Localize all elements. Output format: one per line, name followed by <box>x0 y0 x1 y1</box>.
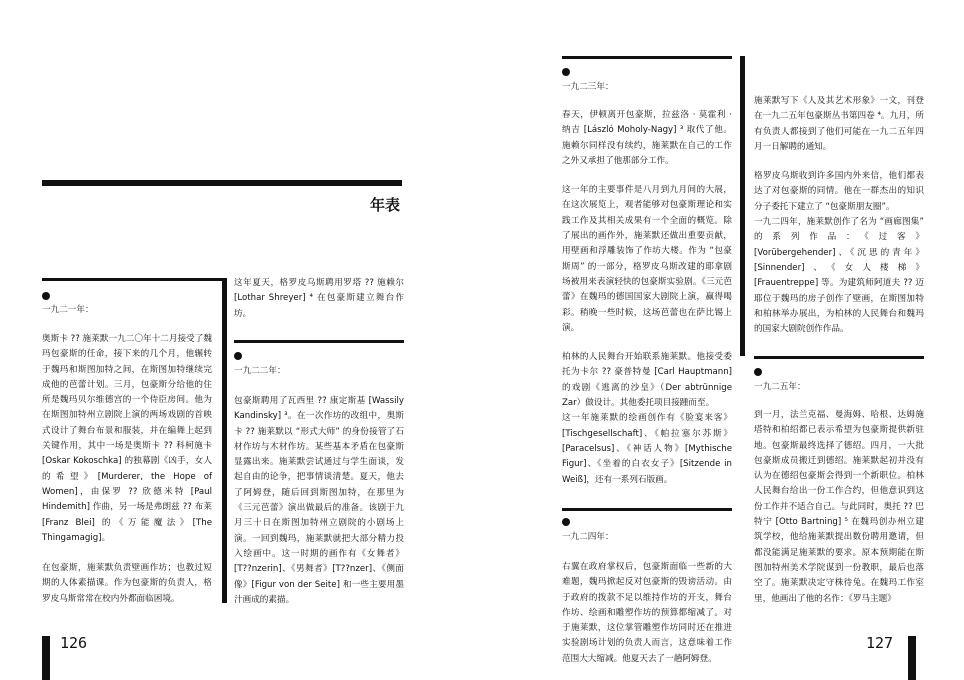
page-number-rule <box>908 636 916 680</box>
title-rule <box>42 180 402 186</box>
page-number: 127 <box>866 634 894 652</box>
paragraph: 一九二四年，施莱默创作了名为 “画廊图集” 的系列作品：《过客》[Vorübergehender]、《沉思的青年》[Sinnender]、《女人楼梯》[Frauentreppe] 等。为建筑师阿道夫 ?? 迈耶位于魏玛的房子创作了壁画，在斯图加特和柏林举办展出，为柏林的人民舞台和魏玛的国家大剧院创作作品。 <box>754 217 924 335</box>
page-title: 年表 <box>370 196 401 214</box>
section-bullet-1921 <box>42 292 50 300</box>
page-number-rule <box>42 636 50 680</box>
year-label-1925: 一九二五年： <box>754 382 806 392</box>
section-rule <box>562 56 732 59</box>
paragraph: 在包豪斯，施莱默负责壁画作坊；也教过短期的人体素描课。作为包豪斯的负责人，格罗皮乌斯常常在校内外都面临困境。 <box>42 563 212 604</box>
section-bullet-1922 <box>234 352 242 360</box>
right-column-1-bottom <box>562 560 732 667</box>
paragraph: 施莱默写下《人及其艺术形象》一文，刊登在一九二五年包豪斯丛书第四卷 ⁴。九月，所有负责人都接到了他们可能在一九二五年四月一日解聘的通知。 <box>754 96 924 152</box>
paragraph: 包豪斯聘用了瓦西里 ?? 康定斯基 [Wassily Kandinsky] ³。在一次作坊的改组中，奥斯卡 ?? 施莱默以 “形式大师” 的身份接管了石材作坊与木材作坊。某些基本矛盾在包豪斯显露出来。施莱默尝试通过与学生面谈，发起自由的论争，把事情谈清楚。夏天，他去了阿姆登，随后回到斯图加特，在那里为《三元芭蕾》演出做最后的准备。该剧于九月三十日在斯图加特州立剧院的小剧场上演。一回到魏玛，施莱默就把大部分精力投入绘画中。这一时期的画作有《女舞者》[T??nzerin]、《男舞者》[T??nzer]、《侧面像》[Figur von der Seite] 和一些主要用墨汁画成的素描。 <box>234 396 404 605</box>
paragraph: 这一年施莱默的绘画创作有《脸宴来客》[Tischgesellschaft]、《帕拉塞尔苏斯》[Paracelsus]、《神话人物》[Mythische Figur]、《坐着的白衣女子》[Sitzende in Weiß]，还有一系列石版画。 <box>562 413 732 485</box>
section-rule <box>754 356 924 359</box>
year-label-1921: 一九二一年： <box>42 305 94 315</box>
section-rule <box>234 340 404 343</box>
column-rule <box>222 278 227 603</box>
right-column-2-top <box>754 94 924 337</box>
left-column-2-top <box>234 276 404 322</box>
paragraph: 右翼在政府掌权后，包豪斯面临一些新的大难题，魏玛掀起反对包豪斯的毁谤活动。由于政府的拨款不足以维持作坊的开支，舞台作坊、绘画和雕塑作坊的预算都缩减了。对于施莱默，这位掌管雕塑作坊同时还在推进实验剧场计划的负责人而言，这意味着工作范围大大缩减。他夏天去了一趟阿姆登。 <box>562 562 732 664</box>
paragraph: 奥斯卡 ?? 施莱默一九二〇年十二月接受了魏玛包豪斯的任命，接下来的几个月，他辗转于魏玛和斯图加特之间，在斯图加特继续完成他的芭蕾计划。三月，包豪斯分给他的住所是魏玛贝尔维德宫的一个侍臣房间。他为在斯图加特州立剧院上演的两场戏剧的首映式设计了舞台布景和服装，并在编舞上起到关键作用，其中一场是奥斯卡 ?? 科柯施卡 [Oskar Kokoschka] 的独幕剧《凶手，女人的希望》[Murderer, the Hope of Women]，由保罗 ?? 欣德米特 [Paul Hindemith] 作曲，另一场是弗朗兹 ?? 布莱 [Franz Blei] 的《万能魔法》[The Thingamagig]。 <box>42 334 212 543</box>
year-label-1923: 一九二三年： <box>562 82 614 92</box>
left-column-1 <box>42 332 212 607</box>
section-rule <box>562 508 732 511</box>
paragraph: 到一月，法兰克福、曼海姆、哈根、达姆施塔特和柏绍都已表示希望为包豪斯提供新驻地。包豪斯最终选择了德绍。四月，一大批包豪斯成员搬迁到德绍。施莱默起初并没有认为在德绍包豪斯会得到一个新职位。柏林人民舞台给出一份工作合约，但他意识到这份工作并不适合自己。与此同时，奥托 ?? 巴特宁 [Otto Bartning] ⁵ 在魏玛创办州立建筑学校，他给施莱默提出数份聘用邀请，但都没能满足施莱默的要求。原本预期能在斯图加特州美术学院谋到一份教职，最后也落空了。施莱默决定守株待兔。在魏玛工作室里，他画出了他的名作：《罗马主题》 <box>754 410 924 604</box>
section-bullet-1924 <box>562 518 570 526</box>
paragraph: 这一年的主要事件是八月到九月间的大展，在这次展览上，观者能够对包豪斯理论和实践工作及其相关成果有一个全面的概览。除了展出的画作外，施莱默还做出重要贡献，用壁画和浮雕装饰了作坊大楼。作为 “包豪斯周” 的一部分，格罗皮乌斯改建的耶拿剧场被用来表演轻快的包豪斯实验剧。《三元芭蕾》在魏玛的德国国家大剧院上演，赢得喝彩。稍晚一些时候，这场芭蕾也在萨比锡上演。 <box>562 185 732 333</box>
year-label-1922: 一九二二年： <box>234 366 286 376</box>
right-column-2 <box>754 408 924 607</box>
page-number: 126 <box>60 634 88 652</box>
paragraph: 这年夏天，格罗皮乌斯聘用罗塔 ?? 施赖尔 [Lothar Shreyer] ⁴ 在包豪斯建立舞台作坊。 <box>234 278 404 319</box>
section-bullet-1925 <box>754 368 762 376</box>
paragraph: 柏林的人民舞台开始联系施莱默。他接受委托为卡尔 ?? 豪普特曼 [Carl Hauptmann] 的戏剧《逃离的沙皇》（Der abtrünnige Zar）做设计。其他委托项目接踵而至。 <box>562 352 732 409</box>
paragraph: 春天，伊顿离开包豪斯，拉兹洛 · 莫霍利 · 纳吉 [László Moholy-Nagy] ³ 取代了他。施赖尔同样没有续约，施莱默在自己的工作之外又承担了他那部分工作。 <box>562 110 732 166</box>
section-rule <box>42 278 222 281</box>
column-rule <box>740 56 745 356</box>
paragraph: 格罗皮乌斯收到许多国内外来信，他们都表达了对包豪斯的同情。他在一群杰出的知识分子委托下建立了 “包豪斯朋友圈”。 <box>754 171 924 212</box>
left-column-2 <box>234 394 404 608</box>
right-column-1 <box>562 108 732 488</box>
year-label-1924: 一九二四年： <box>562 532 614 542</box>
section-bullet-1923 <box>562 68 570 76</box>
